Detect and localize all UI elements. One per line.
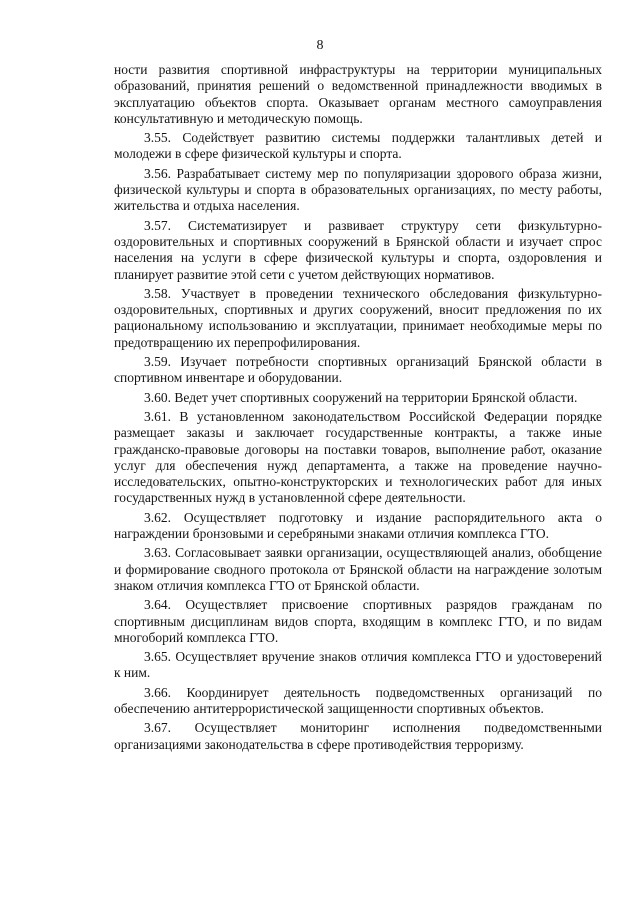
paragraph: 3.64. Осуществляет присвоение спортивных разрядов гражданам по спортивным дисциплинам видов спорта, входящим в комплекс ГТО, и по видам многоборий комплекса ГТО. [114, 597, 602, 645]
paragraph: 3.59. Изучает потребности спортивных организаций Брянской области в спортивном инвентаре и оборудовании. [114, 354, 602, 386]
paragraph: ности развития спортивной инфраструктуры на территории муниципальных образований, принятия решений о ведомственной принадлежности вводимых в эксплуатацию объектов спорта. Оказывает органам местного самоуправления консультативную и методическую помощь. [114, 62, 602, 126]
paragraph: 3.55. Содействует развитию системы поддержки талантливых детей и молодежи в сфере физической культуры и спорта. [114, 130, 602, 162]
paragraph: 3.67. Осуществляет мониторинг исполнения подведомственными организациями законодательства в сфере противодействия терроризму. [114, 720, 602, 752]
paragraph: 3.60. Ведет учет спортивных сооружений на территории Брянской области. [144, 389, 578, 405]
document-body [114, 62, 602, 756]
paragraph: 3.66. Координирует деятельность подведомственных организаций по обеспечению антитеррористической защищенности спортивных объектов. [114, 684, 602, 716]
page-number: 8 [316, 38, 324, 53]
paragraph: 3.58. Участвует в проведении технического обследования физкультурно-оздоровительных, спортивных и других сооружений, вносит предложения по их рациональному использованию и эксплуатации, принимает необходимые меры по предотвращению их перепрофилирования. [114, 285, 602, 350]
paragraph: 3.65. Осуществляет вручение знаков отличия комплекса ГТО и удостоверений к ним. [114, 649, 602, 681]
paragraph: 3.61. В установленном законодательством Российской Федерации порядке размещает заказы и заключает государственные контракты, а также иные гражданско-правовые договоры на поставки товаров, выполнение работ, оказание услуг для обеспечения нужд департамента, а также на проведение научно-исследовательских, опытно-конструкторских и технологических работ для иных государственных нужд в установленной сфере деятельности. [114, 408, 602, 506]
paragraph: 3.62. Осуществляет подготовку и издание распорядительного акта о награждении бронзовыми и серебряными знаками отличия комплекса ГТО. [114, 509, 602, 542]
paragraph: 3.63. Согласовывает заявки организации, осуществляющей анализ, обобщение и формирование сводного протокола от Брянской области на награждение золотым знаком отличия комплекса ГТО от Брянской области. [114, 545, 602, 593]
paragraph: 3.56. Разрабатывает систему мер по популяризации здорового образа жизни, физической культуры и спорта в образовательных организациях, по месту работы, жительства и отдыха населения. [114, 165, 602, 214]
paragraph: 3.57. Систематизирует и развивает структуру сети физкультурно-оздоровительных и спортивных сооружений в Брянской области и изучает спрос населения на услуги в сфере физической культуры и спорта, оздоровления и планирует развитие этой сети с учетом действующих нормативов. [114, 217, 602, 282]
